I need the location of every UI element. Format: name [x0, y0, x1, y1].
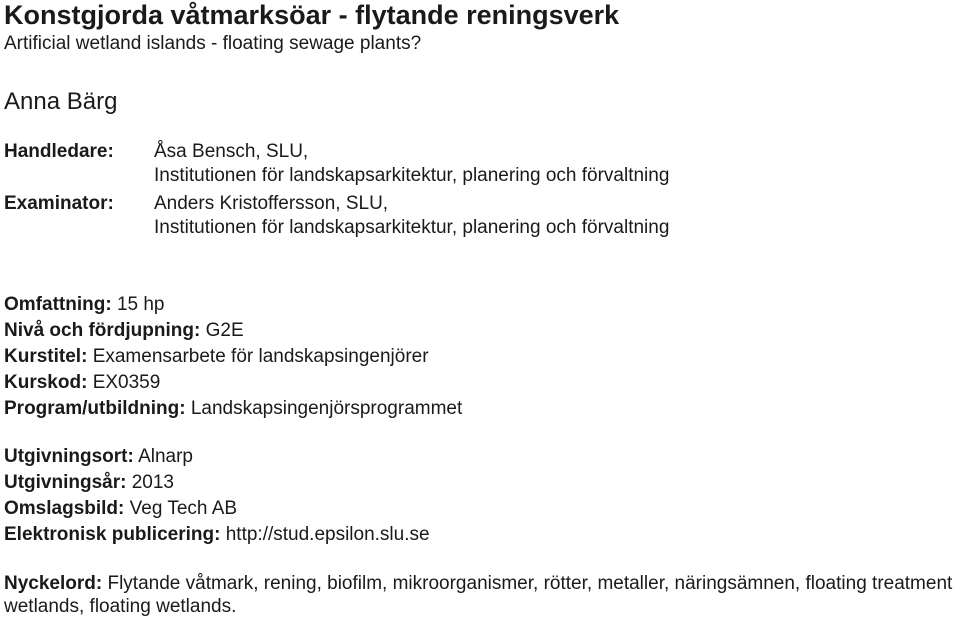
kurskod-line	[4, 370, 956, 396]
page-title: Konstgjorda våtmarksöar - flytande reningsverk	[4, 0, 620, 30]
omslagsbild-value: Veg Tech AB	[129, 498, 238, 519]
examinator-name: Anders Kristoffersson, SLU,	[154, 193, 389, 214]
program-label: Program/utbildning:	[4, 398, 186, 419]
page-subtitle: Artificial wetland islands - floating sewage plants?	[4, 33, 422, 54]
utgivningsort-line	[4, 444, 956, 470]
program-line	[4, 396, 956, 422]
kurstitel-value: Examensarbete för landskapsingenjörer	[92, 346, 429, 367]
omfattning-line	[4, 292, 956, 318]
examinator-info	[154, 192, 669, 240]
keywords-value: Flytande våtmark, rening, biofilm, mikroorganismer, rötter, metaller, näringsämnen, floating treatment wetlands, floating wetlands.	[4, 573, 953, 617]
omslagsbild-line	[4, 496, 956, 522]
elektronisk-line	[4, 522, 956, 548]
examinator-department: Institutionen för landskapsarkitektur, planering och förvaltning	[154, 217, 670, 238]
niva-line	[4, 318, 956, 344]
keywords-label: Nyckelord:	[4, 573, 103, 594]
keywords-paragraph	[4, 572, 960, 618]
publication-info	[4, 444, 956, 548]
handledare-label: Handledare:	[4, 141, 114, 162]
course-info	[4, 292, 956, 422]
author-name: Anna Bärg	[4, 88, 118, 115]
utgivningsort-label: Utgivningsort:	[4, 446, 134, 467]
niva-label: Nivå och fördjupning:	[4, 320, 201, 341]
handledare-row	[4, 140, 956, 192]
utgivningsort-value: Alnarp	[138, 446, 193, 467]
examinator-row	[4, 192, 956, 244]
utgivningsar-label: Utgivningsår:	[4, 472, 127, 493]
utgivningsar-line	[4, 470, 956, 496]
supervisor-section	[4, 140, 956, 244]
elektronisk-value: http://stud.epsilon.slu.se	[225, 524, 430, 545]
omfattning-value: 15 hp	[116, 294, 165, 315]
handledare-info	[154, 140, 669, 188]
omslagsbild-label: Omslagsbild:	[4, 498, 125, 519]
niva-value: G2E	[205, 320, 244, 341]
handledare-name: Åsa Bensch, SLU,	[154, 141, 309, 162]
kurskod-value: EX0359	[92, 372, 161, 393]
examinator-label: Examinator:	[4, 193, 114, 214]
program-value: Landskapsingenjörsprogrammet	[190, 398, 463, 419]
elektronisk-label: Elektronisk publicering:	[4, 524, 221, 545]
omfattning-label: Omfattning:	[4, 294, 112, 315]
kurstitel-label: Kurstitel:	[4, 346, 88, 367]
utgivningsar-value: 2013	[131, 472, 175, 493]
kurskod-label: Kurskod:	[4, 372, 88, 393]
kurstitel-line	[4, 344, 956, 370]
handledare-department: Institutionen för landskapsarkitektur, planering och förvaltning	[154, 165, 670, 186]
